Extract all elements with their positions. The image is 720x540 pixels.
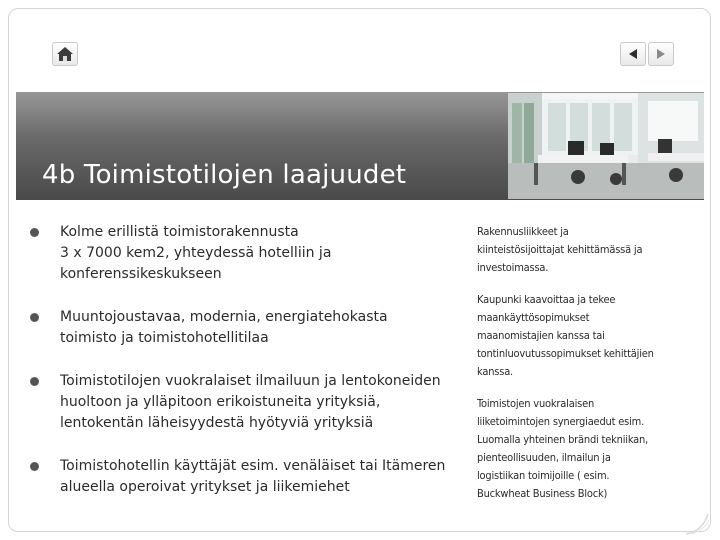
next-slide-button[interactable] — [648, 42, 674, 66]
home-icon — [56, 46, 74, 62]
office-photo — [508, 93, 704, 199]
bullet-item: Toimistotilojen vuokralaiset ilmailuun ja lentokoneiden huoltoon ja ylläpitoon erikoistuneita yrityksiä, lentokentän läheisyydestä hyötyviä yrityksiä — [30, 371, 441, 434]
bullet-dot-icon — [30, 313, 39, 322]
bullet-dot-icon — [30, 377, 39, 386]
triangle-right-icon — [655, 48, 667, 60]
triangle-left-icon — [627, 48, 639, 60]
side-note: Rakennusliikkeet ja kiinteistösijoittajat kehittämässä ja investoimassa. — [477, 225, 643, 274]
side-note: Toimistojen vuokralaisen liiketoimintojen synergiaedut esim. Luomalla yhteinen brändi tekniikan, pienteollisuuden, ilmailun ja logistiikan toimijoille ( esim. Buckwheat Business Block) — [477, 397, 649, 500]
bullet-item: Kolme erillistä toimistorakennusta 3 x 7000 kem2, yhteydessä hotelliin ja konferenssikeskukseen — [30, 222, 331, 285]
slide-title: 4b Toimistotilojen laajuudet — [42, 160, 407, 190]
bullet-dot-icon — [30, 462, 39, 471]
bullet-item: Toimistohotellin käyttäjät esim. venäläiset tai Itämeren alueella operoivat yritykset ja liikemiehet — [30, 456, 445, 498]
bullet-item: Muuntojoustavaa, modernia, energiatehokasta toimisto ja toimistohotellitilaa — [30, 307, 388, 349]
navigation-bar — [16, 20, 704, 92]
corner-ornament — [682, 508, 712, 536]
home-button[interactable] — [52, 42, 78, 66]
bullet-dot-icon — [30, 228, 39, 237]
previous-slide-button[interactable] — [620, 42, 646, 66]
side-note: Kaupunki kaavoittaa ja tekee maankäyttösopimukset maanomistajien kanssa tai tontinluovutussopimukset kehittäjien kanssa. — [477, 293, 654, 378]
